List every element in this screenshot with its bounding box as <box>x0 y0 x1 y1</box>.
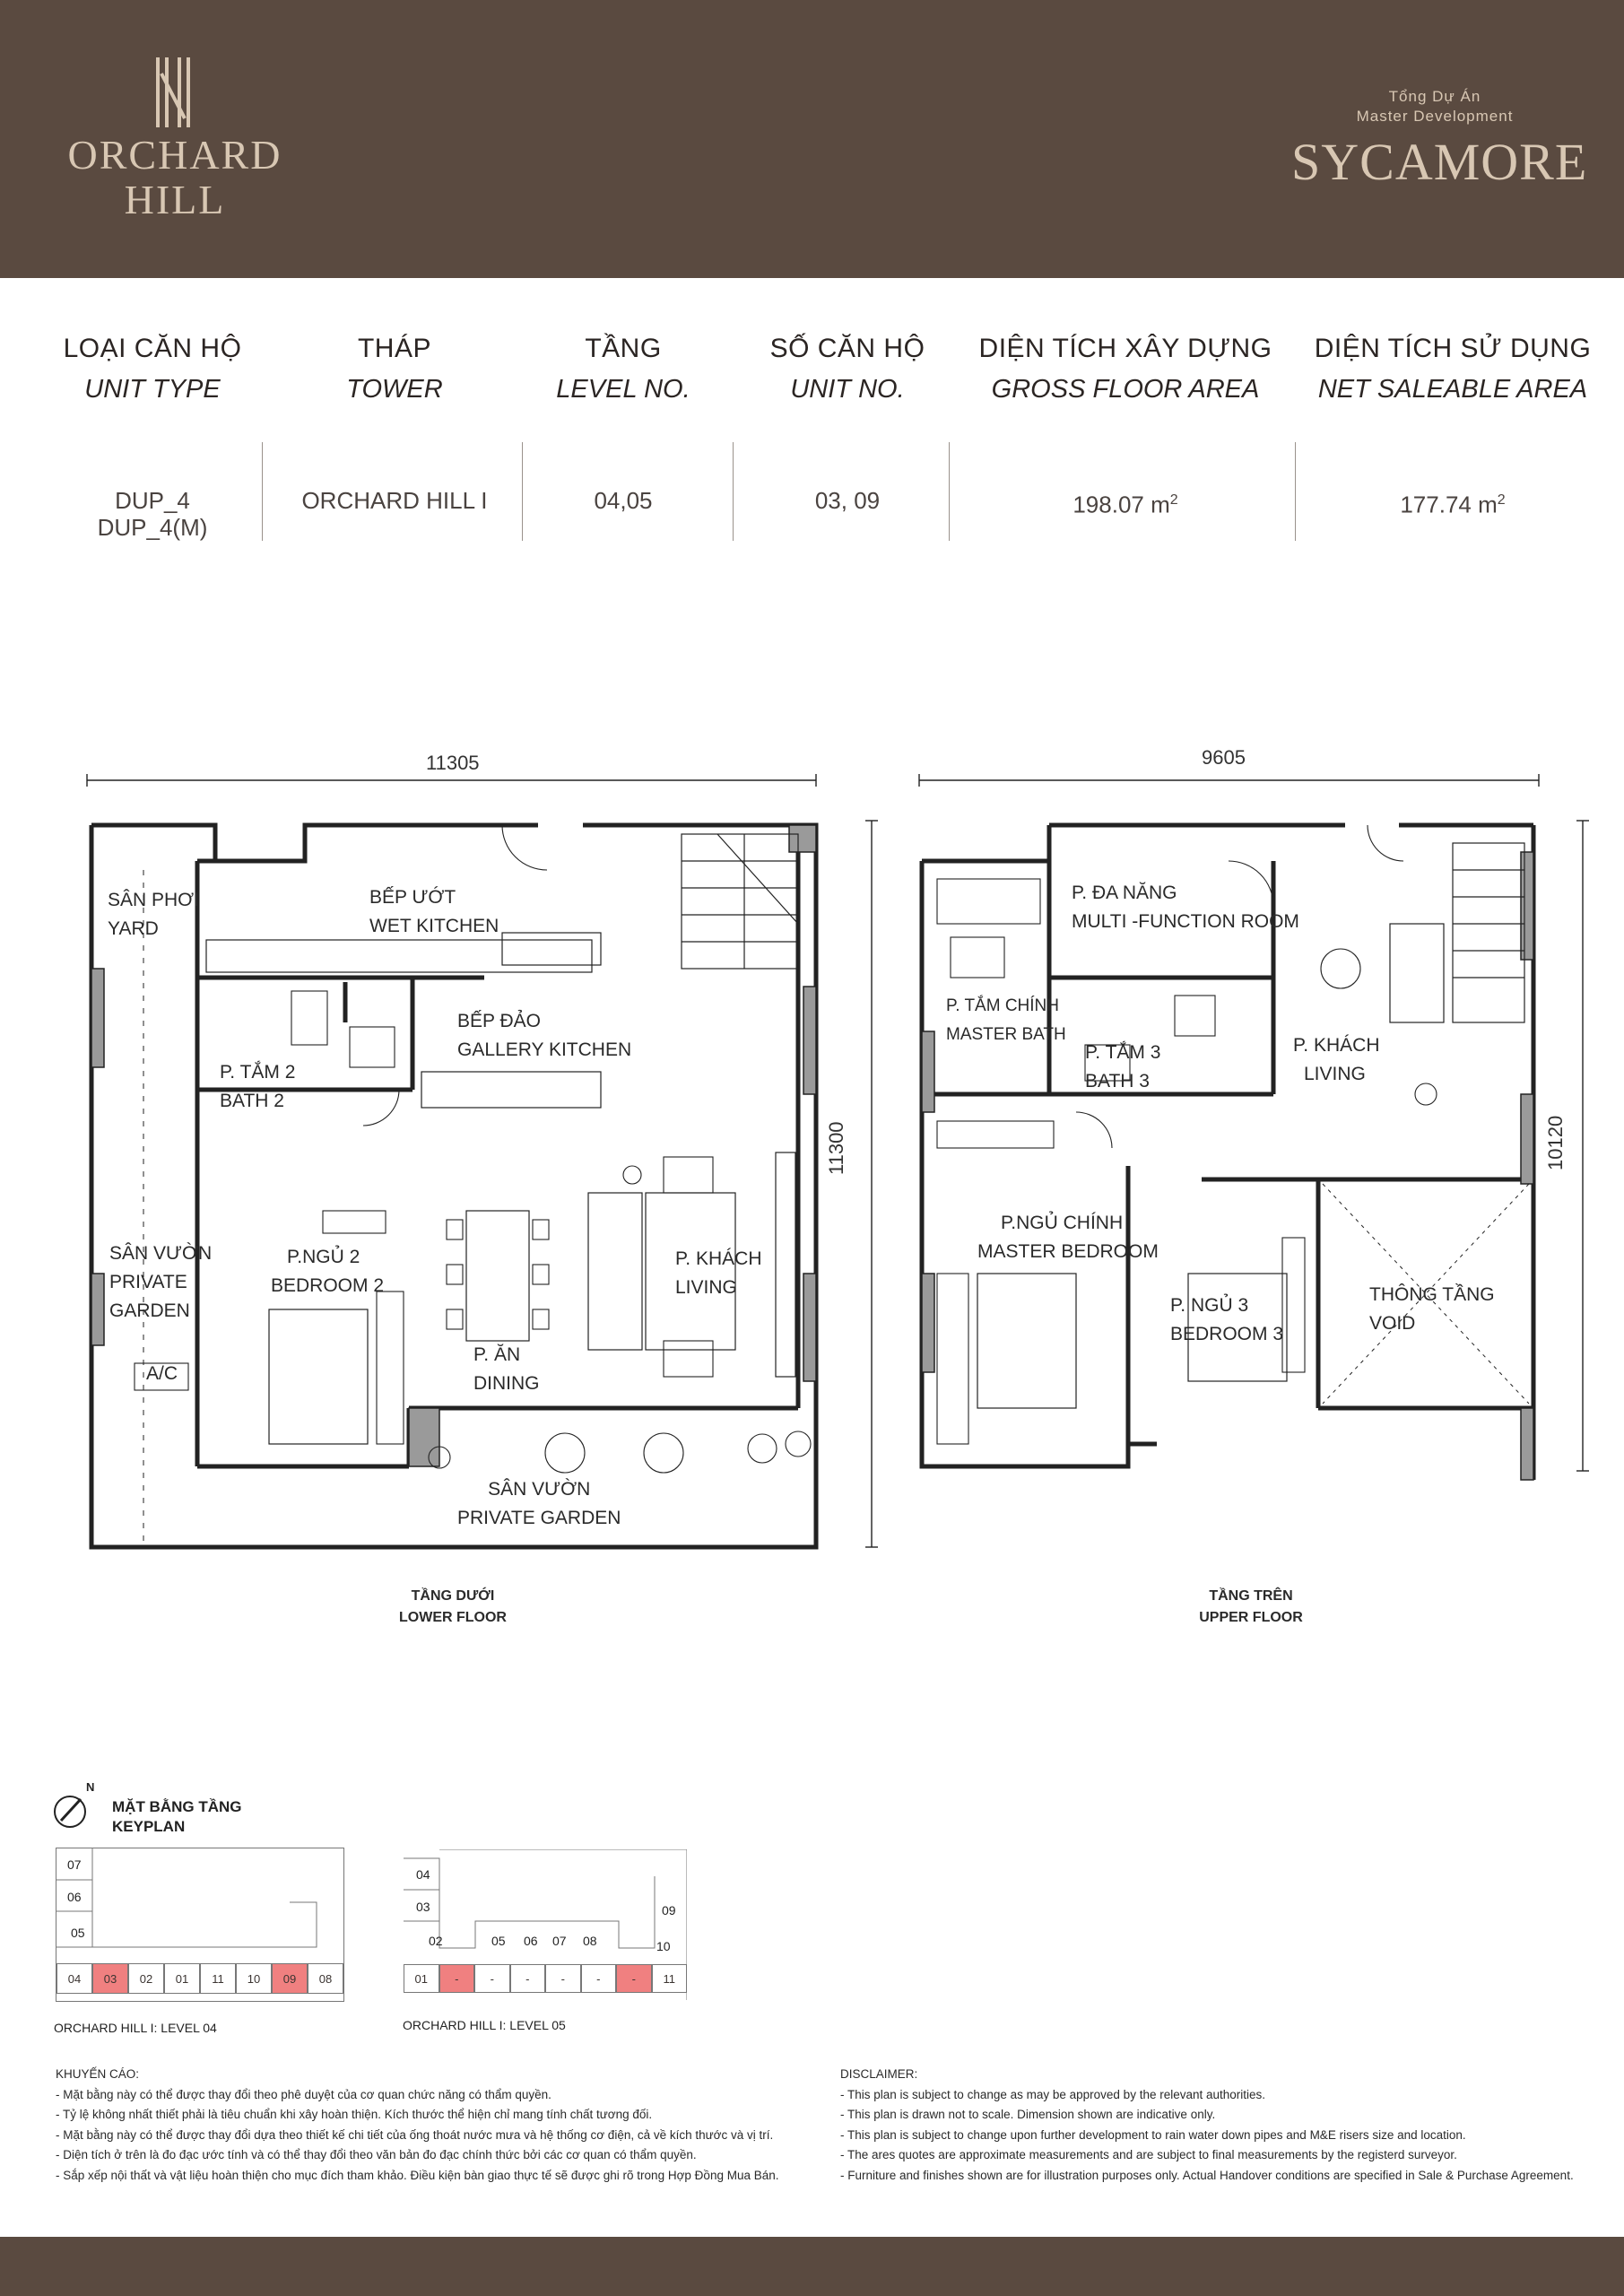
keyplan-unit: 04 <box>56 1963 92 1994</box>
room-name-en: YARD <box>108 918 159 939</box>
caption-en: UPPER FLOOR <box>1199 1610 1303 1625</box>
room-name-vi: P. TẮM 2 <box>220 1062 296 1083</box>
disclaimer-line: - Mặt bằng này có thể được thay đổi dựa theo thiết kế chi tiết của ống thoát nước mưa và hệ thống cơ điện, cả về kích thước và vị trí. <box>56 2127 774 2142</box>
footer-band <box>0 2237 1624 2296</box>
ac-label: A/C <box>146 1363 178 1384</box>
room-name-en: VOID <box>1369 1313 1416 1334</box>
brand-name-line2: HILL <box>124 177 226 222</box>
keyplan-unit: - <box>474 1964 510 1993</box>
room-label-bath-3 <box>1085 1039 1160 1096</box>
room-name-en: BEDROOM 2 <box>271 1275 385 1296</box>
unit-no-value: 03, 09 <box>814 487 881 514</box>
room-name-en: BATH 2 <box>220 1091 284 1111</box>
room-name-en: PRIVATE GARDEN <box>457 1508 621 1528</box>
lower-height-dimension: 11300 <box>825 1121 847 1175</box>
keyplan-title-en: KEYPLAN <box>112 1818 186 1835</box>
disclaimer-line: - Sắp xếp nội thất và vật liệu hoàn thiện cho mục đích tham khảo. Điều kiện bàn giao thực tế sẽ được ghi rõ trong Hợp Đồng Mua Bán. <box>56 2168 779 2182</box>
room-label-multi-function <box>1072 879 1299 936</box>
col-header-vi: THÁP <box>357 334 431 363</box>
room-label-yard <box>108 886 199 944</box>
keyplan-unit: 11 <box>200 1963 236 1994</box>
caption-vi: TẦNG TRÊN <box>1209 1588 1293 1604</box>
keyplan-unit: 05 <box>491 1934 506 1948</box>
upper-height-dimension: 10120 <box>1544 1115 1567 1170</box>
col-level <box>529 334 717 404</box>
col-header-en: TOWER <box>346 375 443 404</box>
disclaimer-en <box>840 2065 1602 2186</box>
unit-type-value <box>36 487 269 541</box>
keyplan-unit: 10 <box>656 1939 671 1953</box>
room-name-en: MASTER BATH <box>946 1025 1066 1044</box>
keyplan-level5-caption: ORCHARD HILL I: LEVEL 05 <box>403 2018 566 2032</box>
keyplan-unit: 11 <box>652 1964 688 1993</box>
room-label-bedroom-2 <box>271 1243 384 1300</box>
col-header-vi: DIỆN TÍCH XÂY DỰNG <box>978 334 1272 363</box>
room-name-en: PRIVATE <box>109 1272 187 1292</box>
room-name-en: LIVING <box>675 1277 737 1298</box>
room-name-vi: P. NGỦ 3 <box>1170 1295 1249 1316</box>
keyplan-unit: 06 <box>67 1890 82 1904</box>
room-label-bath-2 <box>220 1058 295 1116</box>
col-gfa <box>968 334 1282 404</box>
level-value: 04,05 <box>594 487 653 514</box>
disclaimer-line: - Tỷ lệ không nhất thiết phải là tiêu chuẩn khi xây hoàn thiện. Kích thước thể hiện chỉ mang tính chất tương đối. <box>56 2108 653 2121</box>
keyplan-level4-caption: ORCHARD HILL I: LEVEL 04 <box>54 2021 217 2035</box>
room-name-vi: BẾP ĐẢO <box>457 1011 541 1031</box>
master-dev-label-vi: Tổng Dự Án <box>1388 88 1481 105</box>
room-label-garden-front <box>457 1475 621 1533</box>
keyplan-unit-highlight: 03 <box>92 1963 128 1994</box>
keyplan-unit: 04 <box>416 1867 430 1882</box>
keyplan-unit: 03 <box>416 1900 430 1914</box>
keyplan-unit: 07 <box>552 1934 567 1948</box>
keyplan-title-vi: MẶT BẰNG TẦNG <box>112 1798 242 1815</box>
room-name-en: LIVING <box>1304 1064 1366 1084</box>
col-header-en: LEVEL NO. <box>556 375 690 404</box>
room-name-vi: THÔNG TẦNG <box>1369 1284 1495 1305</box>
room-label-master-bath <box>946 992 1066 1049</box>
nsa-value <box>1300 487 1605 518</box>
keyplan-level5 <box>404 1849 687 2000</box>
unit-superscript: 2 <box>1169 492 1178 508</box>
upper-floor-caption <box>1139 1586 1363 1629</box>
room-label-dining <box>473 1341 540 1398</box>
disclaimer-vi <box>56 2065 836 2186</box>
room-name-en: MULTI -FUNCTION ROOM <box>1072 911 1299 932</box>
master-dev-label-en: Master Development <box>1356 108 1514 125</box>
room-label-gallery-kitchen <box>457 1007 631 1065</box>
room-name-en: MASTER BEDROOM <box>977 1241 1159 1262</box>
room-name-en: BATH 3 <box>1085 1071 1150 1091</box>
keyplan-level5-row <box>404 1964 687 1993</box>
room-name-vi: P. ĐA NĂNG <box>1072 883 1177 903</box>
room-label-bedroom-3 <box>1170 1292 1283 1349</box>
room-name-vi: SÂN PHƠI <box>108 890 200 910</box>
room-label-master-bedroom <box>977 1209 1159 1266</box>
disclaimer-line: - Diện tích ở trên là đo đạc ước tính và có thể thay đổi theo văn bản đo đạc chính thức bởi các cơ quan có thẩm quyền. <box>56 2148 697 2161</box>
keyplan-unit: 08 <box>583 1934 597 1948</box>
lower-floor-caption <box>341 1586 565 1629</box>
col-header-en: UNIT TYPE <box>84 375 221 404</box>
keyplan-unit: 08 <box>308 1963 343 1994</box>
upper-width-dimension: 9605 <box>1202 746 1246 769</box>
col-unit-no <box>735 334 960 404</box>
disclaimer-line: - Furniture and finishes shown are for illustration purposes only. Actual Handover conditions are specified in Sale & Purchase Agreement. <box>840 2168 1574 2182</box>
orchard-hill-logo-icon <box>152 56 194 131</box>
north-label: N <box>86 1780 95 1794</box>
room-name-en: GALLERY KITCHEN <box>457 1039 632 1060</box>
tower-value: ORCHARD HILL I <box>301 487 488 514</box>
keyplan-unit: 09 <box>662 1903 676 1918</box>
disclaimer-line: - This plan is subject to change as may be approved by the relevant authorities. <box>840 2087 1266 2101</box>
room-name-vi: P.NGỦ 2 <box>287 1247 360 1267</box>
col-header-vi: LOẠI CĂN HỘ <box>63 334 242 363</box>
keyplan-unit: 01 <box>404 1964 439 1993</box>
floor-plans-drawing <box>0 735 1624 1614</box>
room-name-vi: BẾP ƯỚT <box>369 887 456 908</box>
room-name-en: GARDEN <box>109 1300 190 1321</box>
keyplan-unit: 01 <box>164 1963 200 1994</box>
keyplan-level4 <box>56 1848 344 2002</box>
gfa-number: 198.07 m <box>1073 491 1170 518</box>
column-divider <box>522 442 523 541</box>
lower-width-dimension: 11305 <box>426 752 480 774</box>
room-label-wet-kitchen <box>369 883 499 941</box>
room-name-vi: SÂN VƯỜN <box>488 1479 591 1500</box>
brand-name-line1: ORCHARD <box>67 132 282 178</box>
room-name-vi: SÂN VƯỜN <box>109 1243 213 1264</box>
room-name-vi: P. TẮM 3 <box>1085 1042 1161 1063</box>
keyplan-unit: - <box>581 1964 617 1993</box>
room-label-living <box>675 1245 761 1302</box>
keyplan-unit: 02 <box>128 1963 164 1994</box>
disclaimer-vi-title: KHUYẾN CÁO: <box>56 2067 140 2081</box>
unit-superscript: 2 <box>1497 492 1506 508</box>
col-header-en: NET SALEABLE AREA <box>1317 375 1588 404</box>
room-name-vi: P. KHÁCH <box>675 1248 762 1269</box>
nsa-number: 177.74 m <box>1400 491 1498 518</box>
col-header-vi: SỐ CĂN HỘ <box>769 334 925 363</box>
unit-type-value-2: DUP_4(M) <box>97 514 208 541</box>
gfa-value <box>968 487 1282 518</box>
keyplan-unit: - <box>545 1964 581 1993</box>
room-label-living-upper <box>1293 1031 1379 1089</box>
sycamore-logo: SYCAMORE <box>1291 133 1588 191</box>
column-divider <box>1295 442 1296 541</box>
caption-en: LOWER FLOOR <box>399 1610 507 1625</box>
keyplan-unit-highlight: - <box>616 1964 652 1993</box>
room-name-en: DINING <box>473 1373 540 1394</box>
keyplan-unit-highlight: 09 <box>272 1963 308 1994</box>
keyplan-unit: 02 <box>429 1934 443 1948</box>
caption-vi: TẦNG DƯỚI <box>411 1588 495 1604</box>
room-name-vi: P. KHÁCH <box>1293 1035 1380 1056</box>
unit-type-value-1: DUP_4 <box>115 487 190 514</box>
col-header-en: GROSS FLOOR AREA <box>991 375 1260 404</box>
disclaimer-line: - This plan is subject to change upon further development to rain water down pipes and M&E risers size and location. <box>840 2127 1466 2142</box>
col-header-vi: TẦNG <box>585 334 662 363</box>
room-name-en: WET KITCHEN <box>369 916 499 936</box>
col-header-vi: DIỆN TÍCH SỬ DỤNG <box>1314 334 1592 363</box>
column-divider <box>733 442 734 541</box>
keyplan-title <box>112 1797 241 1837</box>
disclaimer-line: - Mặt bằng này có thể được thay đổi theo phê duyệt của cơ quan chức năng có thẩm quyền. <box>56 2087 551 2101</box>
keyplan-unit: 10 <box>236 1963 272 1994</box>
col-header-en: UNIT NO. <box>790 375 905 404</box>
keyplan-unit: 06 <box>524 1934 538 1948</box>
room-name-en: BEDROOM 3 <box>1170 1324 1284 1344</box>
room-name-vi: P.NGỦ CHÍNH <box>1001 1213 1124 1233</box>
col-nsa <box>1300 334 1605 404</box>
room-label-private-garden <box>109 1239 212 1326</box>
disclaimer-en-title: DISCLAIMER: <box>840 2067 918 2081</box>
disclaimer-line: - This plan is drawn not to scale. Dimension shown are indicative only. <box>840 2108 1216 2121</box>
header-band <box>0 0 1624 278</box>
keyplan-level4-row <box>56 1963 343 1994</box>
room-name-vi: P. TẮM CHÍNH <box>946 996 1059 1015</box>
col-tower <box>287 334 502 404</box>
keyplan-unit: - <box>510 1964 546 1993</box>
keyplan-unit-highlight: - <box>439 1964 475 1993</box>
room-name-vi: P. ĂN <box>473 1344 521 1365</box>
col-unit-type <box>36 334 269 404</box>
keyplan-unit: 07 <box>67 1857 82 1872</box>
disclaimer-line: - The ares quotes are approximate measurements and are subject to final measurements by the registerd surveyor. <box>840 2148 1457 2161</box>
keyplan-unit: 05 <box>71 1926 85 1940</box>
room-label-void <box>1369 1281 1495 1338</box>
